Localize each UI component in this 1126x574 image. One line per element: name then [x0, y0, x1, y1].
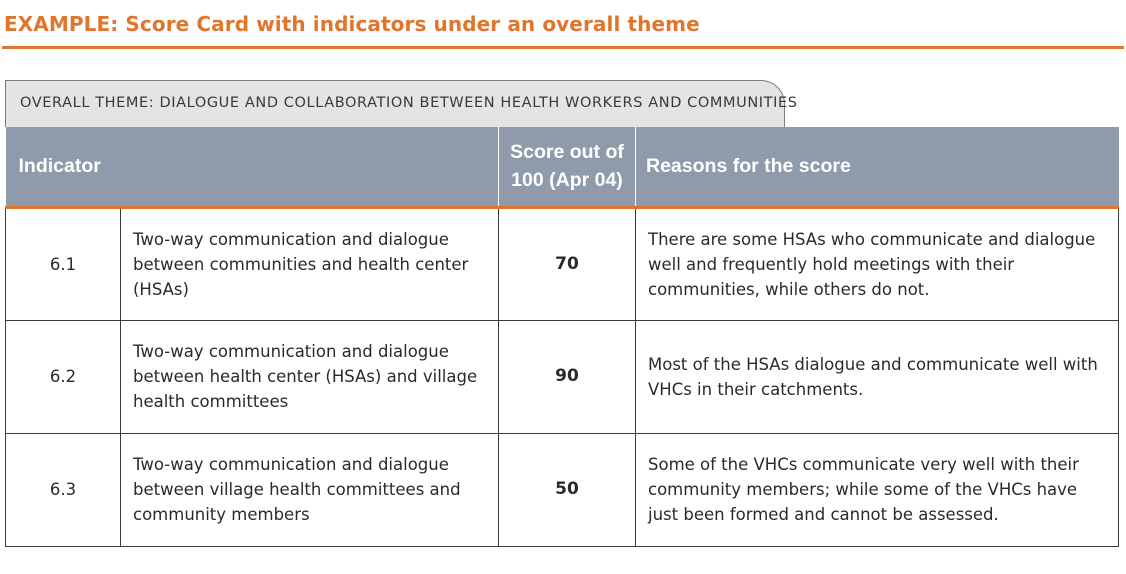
score-reason: Most of the HSAs dialogue and communicate well with VHCs in their catchments. [636, 320, 1119, 433]
score-reason: Some of the VHCs communicate very well with their community members; while some of the VHCs have just been formed and cannot be assessed. [636, 433, 1119, 546]
indicator-number: 6.1 [6, 207, 121, 320]
indicator-description: Two-way communication and dialogue between health center (HSAs) and village health committees [121, 320, 499, 433]
overall-theme-tab: OVERALL THEME: DIALOGUE AND COLLABORATION BETWEEN HEALTH WORKERS AND COMMUNITIES [5, 80, 785, 127]
page-title: EXAMPLE: Score Card with indicators under an overall theme [4, 12, 700, 36]
header-indicator: Indicator [6, 127, 499, 207]
table-row [6, 320, 1119, 433]
indicator-number: 6.3 [6, 433, 121, 546]
table-row [6, 207, 1119, 320]
title-divider [2, 46, 1124, 49]
indicator-description: Two-way communication and dialogue between village health committees and community members [121, 433, 499, 546]
score-reason: There are some HSAs who communicate and dialogue well and frequently hold meetings with their communities, while others do not. [636, 207, 1119, 320]
table-header-row [6, 127, 1119, 207]
indicator-description: Two-way communication and dialogue between communities and health center (HSAs) [121, 207, 499, 320]
header-score: Score out of 100 (Apr 04) [499, 127, 636, 207]
indicator-score: 70 [499, 207, 636, 320]
header-reasons: Reasons for the score [636, 127, 1119, 207]
indicator-score: 90 [499, 320, 636, 433]
indicator-number: 6.2 [6, 320, 121, 433]
score-card-table [5, 127, 1119, 547]
indicator-score: 50 [499, 433, 636, 546]
table-row [6, 433, 1119, 546]
